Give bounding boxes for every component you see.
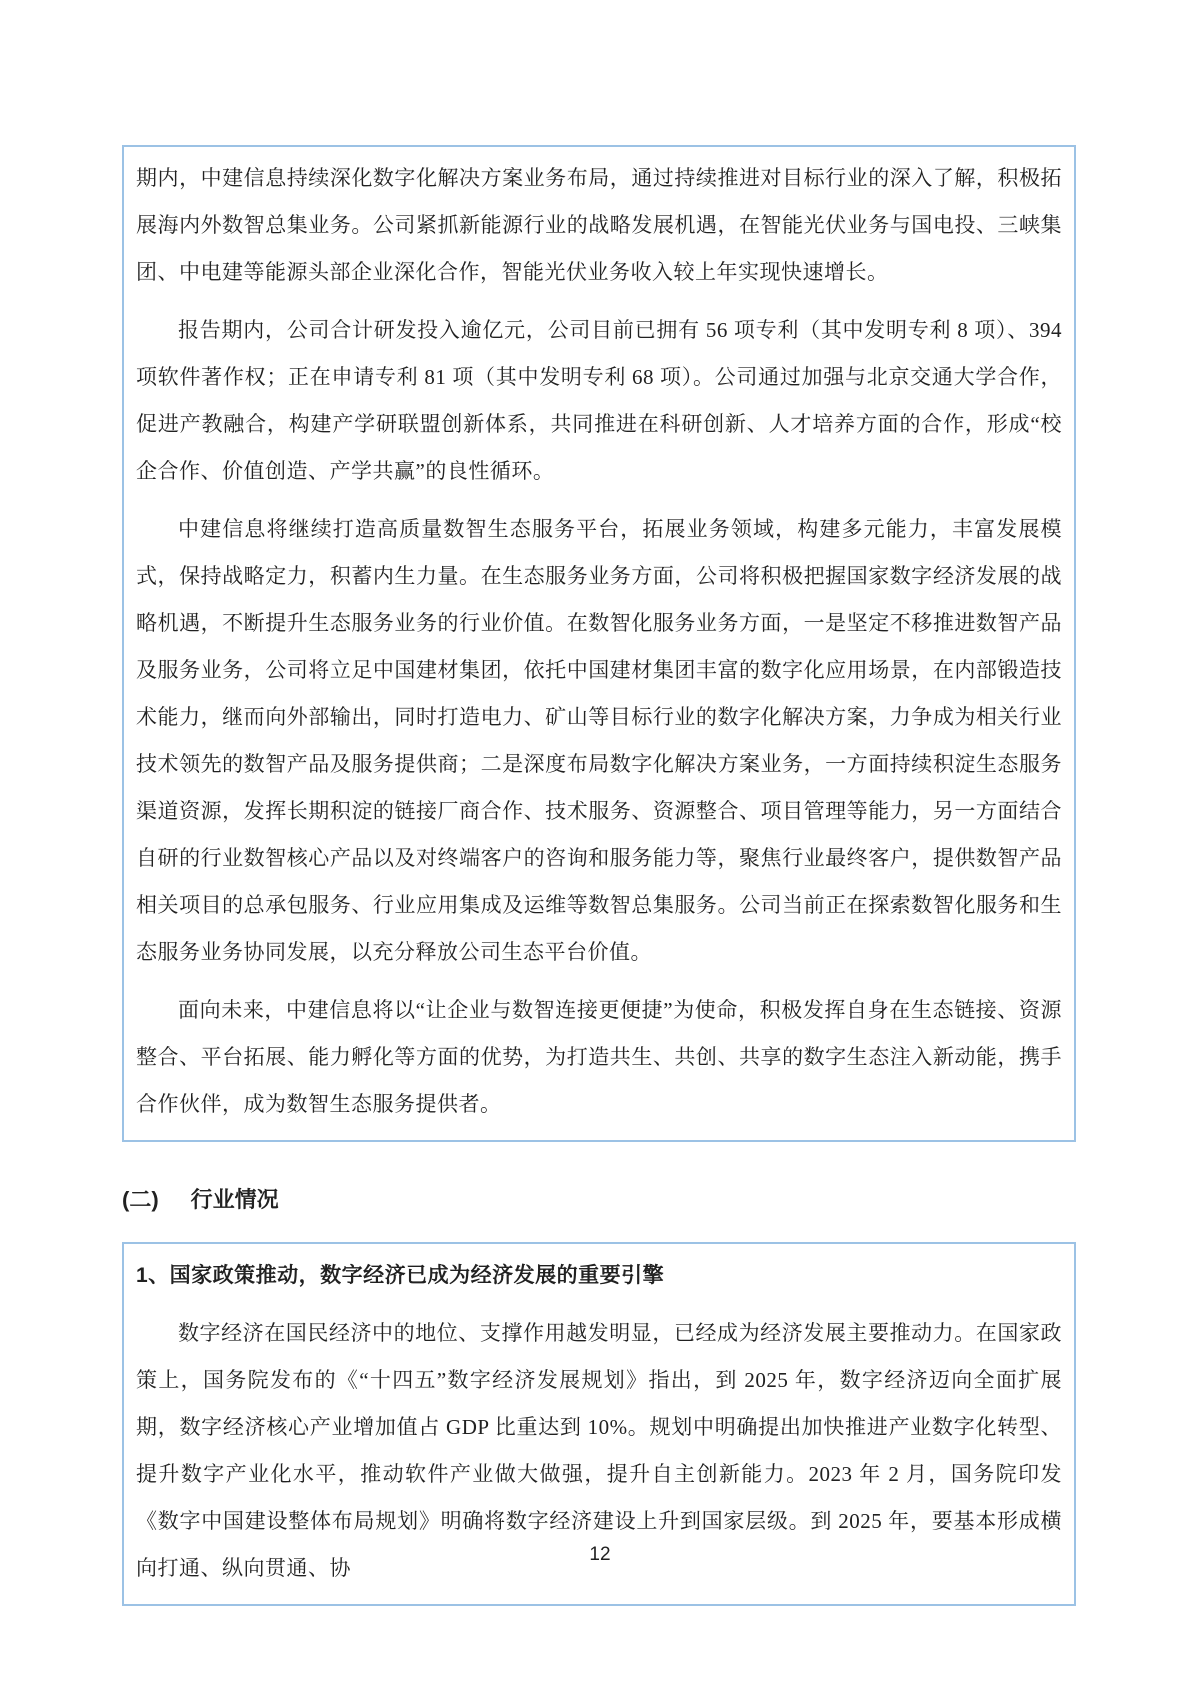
paragraph: 中建信息将继续打造高质量数智生态服务平台，拓展业务领域，构建多元能力，丰富发展模式，保持战略定力，积蓄内生力量。在生态服务业务方面，公司将积极把握国家数字经济发展的战略机遇，不断提升生态服务业务的行业价值。在数智化服务业务方面，一是坚定不移推进数智产品及服务业务，公司将立足中国建材集团，依托中国建材集团丰富的数字化应用场景，在内部锻造技术能力，继而向外部输出，同时打造电力、矿山等目标行业的数字化解决方案，力争成为相关行业技术领先的数智产品及服务提供商；二是深度布局数字化解决方案业务，一方面持续积淀生态服务渠道资源，发挥长期积淀的链接厂商合作、技术服务、资源整合、项目管理等能力，另一方面结合自研的行业数智核心产品以及对终端客户的咨询和服务能力等，聚焦行业最终客户，提供数智产品相关项目的总承包服务、行业应用集成及运维等数智总集服务。公司当前正在探索数智化服务和生态服务业务协同发展，以充分释放公司生态平台价值。 — [136, 517, 1062, 964]
page-number: 12 — [589, 1544, 611, 1565]
paragraph: 数字经济在国民经济中的地位、支撑作用越发明显，已经成为经济发展主要推动力。在国家政策上，国务院发布的《“十四五”数字经济发展规划》指出，到 2025 年，数字经济迈向全面扩展期，数字经济核心产业增加值占 GDP 比重达到 10%。规划中明确提出加快推进产业数字化转型、提升数字产业化水平，推动软件产业做大做强，提升自主创新能力。2023 年 2 月，国务院印发《数字中国建设整体布局规划》明确将数字经济建设上升到国家层级。到 2025 年，要基本形成横向打通、纵向贯通、协 — [136, 1321, 1062, 1580]
paragraph: 面向未来，中建信息将以“让企业与数智连接更便捷”为使命，积极发挥自身在生态链接、资源整合、平台拓展、能力孵化等方面的优势，为打造共生、共创、共享的数字生态注入新动能，携手合作伙伴，成为数智生态服务提供者。 — [136, 998, 1062, 1116]
paragraph: 报告期内，公司合计研发投入逾亿元，公司目前已拥有 56 项专利（其中发明专利 8 项）、394 项软件著作权；正在申请专利 81 项（其中发明专利 68 项）。公司通过加强与北京交通大学合作，促进产教融合，构建产学研联盟创新体系，共同推进在科研创新、人才培养方面的合作，形成“校企合作、价值创造、产学共赢”的良性循环。 — [136, 318, 1062, 483]
section-title: 行业情况 — [190, 1187, 279, 1212]
document-page — [122, 0, 1076, 1696]
section-heading — [122, 1184, 1076, 1216]
business-overview-box — [122, 145, 1076, 1142]
section-numbering: (二) — [122, 1187, 159, 1212]
industry-heading: 1、国家政策推动，数字经济已成为经济发展的重要引擎 — [136, 1264, 665, 1287]
paragraph: 期内，中建信息持续深化数字化解决方案业务布局，通过持续推进对目标行业的深入了解，积极拓展海内外数智总集业务。公司紧抓新能源行业的战略发展机遇，在智能光伏业务与国电投、三峡集团、中电建等能源头部企业深化合作，智能光伏业务收入较上年实现快速增长。 — [136, 166, 1062, 284]
